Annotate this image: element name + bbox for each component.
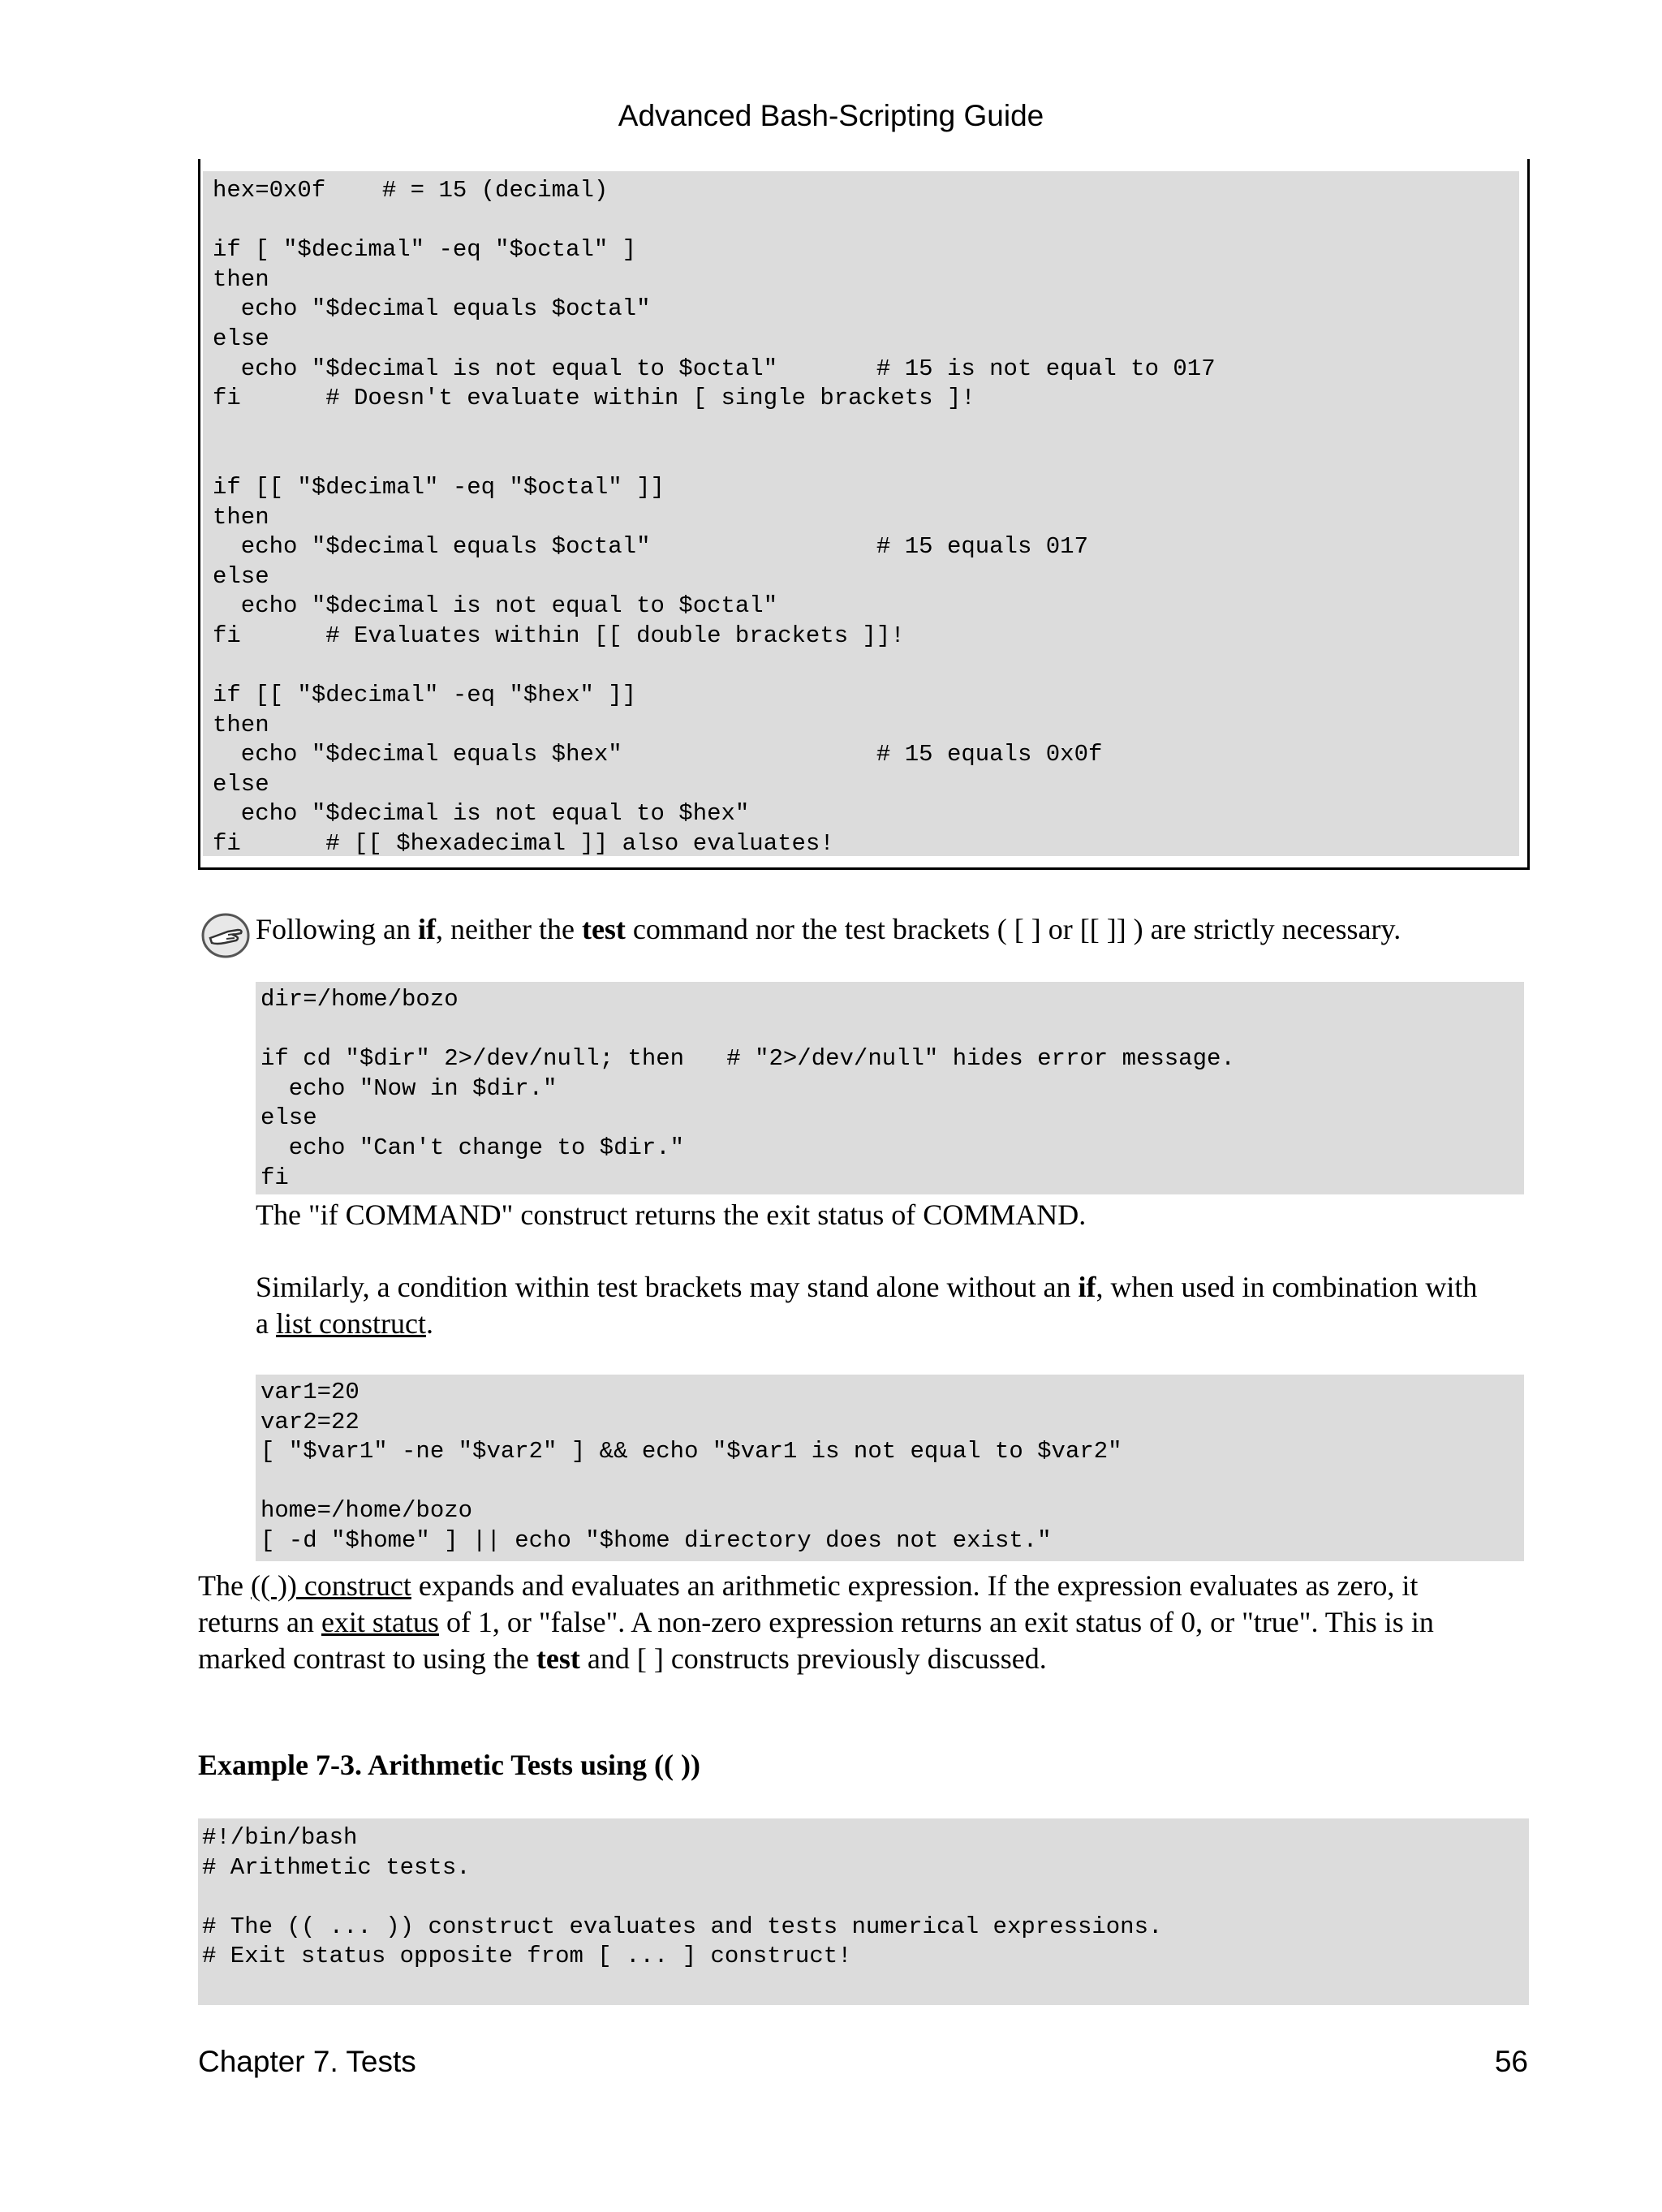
footer-chapter: Chapter 7. Tests: [198, 2045, 416, 2078]
code-block-octal-hex: hex=0x0f # = 15 (decimal) if [ "$decimal" -eq "$octal" ] then echo "$decimal equals $octal" else echo "$decimal is not equal to $octal" # 15 is not equal to 017 fi # Doesn't evaluate within [ single brackets ]! if [[ "$decimal" -eq "$octal" ]] then echo "$decimal equals $octal" # 15 equals 017 else echo "$decimal is not equal to $octal" fi # Evaluates within [[ double brackets ]]! if [[ "$decimal" -eq "$hex" ]] then echo "$decimal equals $hex" # 15 equals 0x0f else echo "$decimal is not equal to $hex" fi # [[ $hexadecimal ]] also evaluates!: [203, 171, 1519, 856]
double-parentheses-construct-link[interactable]: (( )) construct: [250, 1569, 411, 1602]
code-block-cd-dir: dir=/home/bozo if cd "$dir" 2>/dev/null; then # "2>/dev/null" hides error message. echo "Now in $dir." else echo "Can't change to $dir." fi: [256, 982, 1524, 1194]
note-text: Following an if, neither the test command nor the test brackets ( [ ] or [[ ]] ) are strictly necessary.: [256, 913, 1402, 945]
exit-status-link[interactable]: exit status: [321, 1606, 439, 1638]
code-block-arithmetic-tests: #!/bin/bash # Arithmetic tests. # The (( ... )) construct evaluates and tests numerical expressions. # Exit status opposite from [ ... ] construct!: [198, 1818, 1529, 2005]
list-construct-link[interactable]: list construct: [275, 1307, 426, 1340]
code-block-list-construct: var1=20 var2=22 [ "$var1" -ne "$var2" ] && echo "$var1 is not equal to $var2" home=/home/bozo [ -d "$home" ] || echo "$home directory does not exist.": [256, 1375, 1524, 1561]
note-pointing-hand-icon: [200, 912, 251, 959]
running-header: Advanced Bash-Scripting Guide: [618, 99, 1044, 132]
example-title: Example 7-3. Arithmetic Tests using (( )): [198, 1749, 700, 1781]
arithmetic-paragraph: The (( )) construct expands and evaluates an arithmetic expression. If the expression evaluates as zero, it returns an exit status of 1, or "false". A non-zero expression returns an exit status of 0, or "true". This is in marked contrast to using the test and [ ] constructs previously discussed.: [198, 1569, 1434, 1675]
similarly-paragraph: Similarly, a condition within test brackets may stand alone without an if, when used in combination with a list construct.: [256, 1271, 1478, 1340]
if-command-paragraph: The "if COMMAND" construct returns the exit status of COMMAND.: [256, 1199, 1087, 1231]
page-number: 56: [1494, 2045, 1528, 2078]
